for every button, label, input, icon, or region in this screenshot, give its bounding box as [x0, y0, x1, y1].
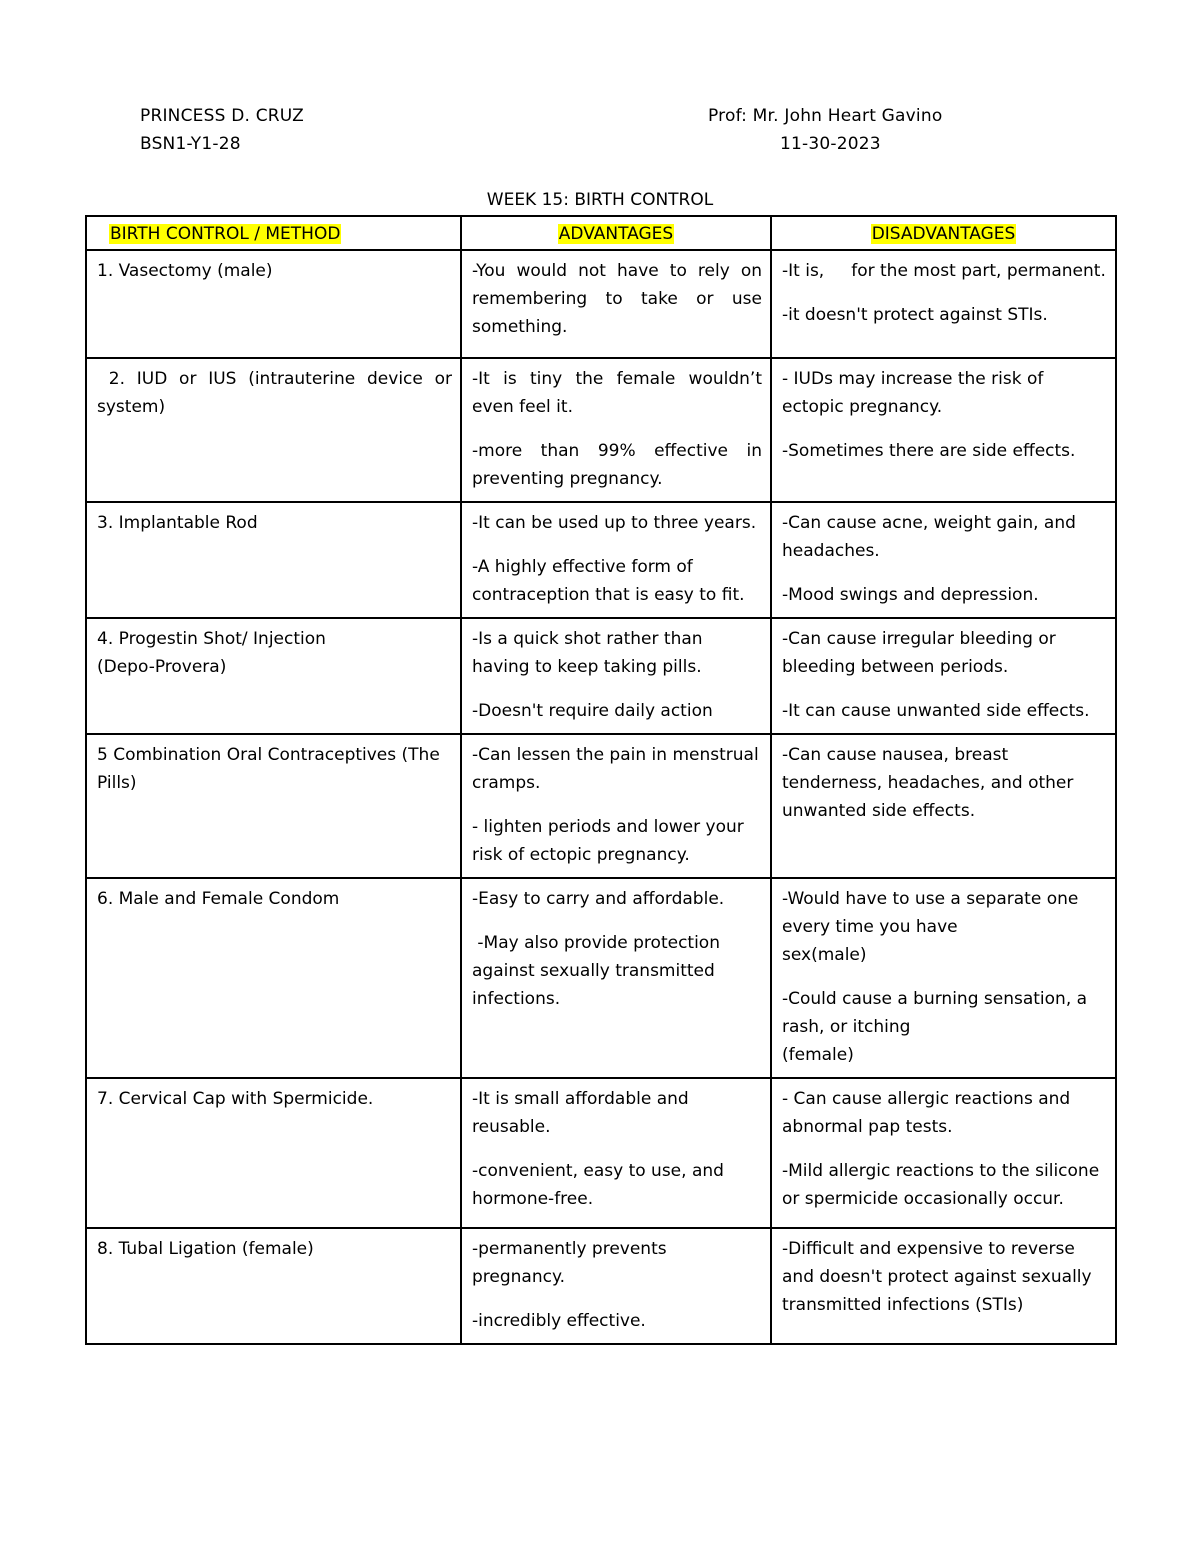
advantage-item: -A highly effective form of contraception that is easy to fit. [472, 557, 745, 605]
table-row [86, 1228, 1116, 1344]
disadvantage-item: -Can cause acne, weight gain, and headaches. [782, 513, 1082, 561]
table-row [86, 250, 1116, 358]
column-header-label: DISADVANTAGES [871, 224, 1016, 244]
method-cell [86, 618, 461, 734]
method-name: 6. Male and Female Condom [97, 889, 340, 909]
disadvantage-item: - Can cause allergic reactions and abnormal pap tests. [782, 1089, 1076, 1137]
advantage-item: -May also provide protection against sexually transmitted infections. [472, 933, 726, 1009]
method-name: 7. Cervical Cap with Spermicide. [97, 1089, 374, 1109]
submission-date: 11-30-2023 [780, 134, 881, 154]
table-header-row [86, 216, 1116, 250]
advantage-item: -You would not have to rely on remembering to take or use something. [472, 261, 768, 337]
advantage-item: -permanently prevents pregnancy. [472, 1239, 673, 1287]
method-name: 1. Vasectomy (male) [97, 261, 273, 281]
table-row [86, 618, 1116, 734]
column-header-advantages [461, 216, 771, 250]
disadvantages-cell [771, 1228, 1116, 1344]
advantage-item: -It can be used up to three years. [472, 513, 757, 533]
advantages-cell [461, 358, 771, 502]
advantages-cell [461, 734, 771, 878]
advantage-item: -convenient, easy to use, and hormone-free. [472, 1161, 730, 1209]
student-section: BSN1-Y1-28 [140, 134, 241, 154]
advantage-item: -Is a quick shot rather than having to keep taking pills. [472, 629, 708, 677]
method-cell [86, 358, 461, 502]
advantage-item: - lighten periods and lower your risk of ectopic pregnancy. [472, 817, 750, 865]
table-row [86, 502, 1116, 618]
birth-control-table [85, 215, 1117, 1345]
disadvantage-item: -it doesn't protect against STIs. [782, 305, 1048, 325]
disadvantage-item: -Mood swings and depression. [782, 585, 1039, 605]
disadvantage-item: -It can cause unwanted side effects. [782, 701, 1090, 721]
method-cell [86, 502, 461, 618]
disadvantages-cell [771, 1078, 1116, 1228]
professor-name: Prof: Mr. John Heart Gavino [708, 106, 943, 126]
column-header-label: ADVANTAGES [558, 224, 674, 244]
advantages-cell [461, 502, 771, 618]
column-header-disadvantages [771, 216, 1116, 250]
method-cell [86, 1078, 461, 1228]
disadvantage-item: -Could cause a burning sensation, a rash, or itching (female) [782, 989, 1088, 1065]
disadvantage-item: -Would have to use a separate one every time you have sex(male) [782, 889, 1079, 965]
method-name: 4. Progestin Shot/ Injection (Depo-Provera) [97, 629, 326, 677]
method-name: 2. IUD or IUS (intrauterine device or system) [97, 369, 458, 417]
table-row [86, 1078, 1116, 1228]
advantages-cell [461, 618, 771, 734]
disadvantages-cell [771, 734, 1116, 878]
method-name: 8. Tubal Ligation (female) [97, 1239, 314, 1259]
method-name: 5 Combination Oral Contraceptives (The Pills) [97, 745, 446, 793]
column-header-method [86, 216, 461, 250]
student-name: PRINCESS D. CRUZ [140, 106, 304, 126]
table-row [86, 878, 1116, 1078]
advantage-item: -Doesn't require daily action [472, 701, 713, 721]
disadvantage-item: -Sometimes there are side effects. [782, 441, 1076, 461]
advantage-item: -It is small affordable and reusable. [472, 1089, 695, 1137]
disadvantage-item: -Can cause irregular bleeding or bleeding between periods. [782, 629, 1062, 677]
method-cell [86, 878, 461, 1078]
advantage-item: -It is tiny the female wouldn’t even feel it. [472, 369, 768, 417]
advantages-cell [461, 1078, 771, 1228]
advantage-item: -Can lessen the pain in menstrual cramps. [472, 745, 765, 793]
disadvantages-cell [771, 358, 1116, 502]
method-cell [86, 1228, 461, 1344]
column-header-label: BIRTH CONTROL / METHOD [110, 224, 341, 244]
table-row [86, 734, 1116, 878]
method-name: 3. Implantable Rod [97, 513, 258, 533]
advantages-cell [461, 878, 771, 1078]
disadvantages-cell [771, 250, 1116, 358]
disadvantages-cell [771, 878, 1116, 1078]
disadvantage-item: -Can cause nausea, breast tenderness, headaches, and other unwanted side effects. [782, 745, 1079, 821]
advantage-item: -incredibly effective. [472, 1311, 646, 1331]
advantages-cell [461, 250, 771, 358]
disadvantage-item: -It is, for the most part, permanent. [782, 261, 1106, 281]
method-cell [86, 734, 461, 878]
disadvantage-item: -Mild allergic reactions to the silicone or spermicide occasionally occur. [782, 1161, 1105, 1209]
disadvantage-item: -Difficult and expensive to reverse and doesn't protect against sexually transmitted infections (STIs) [782, 1239, 1097, 1315]
advantage-item: -more than 99% effective in preventing pregnancy. [472, 441, 768, 489]
advantage-item: -Easy to carry and affordable. [472, 889, 725, 909]
disadvantage-item: - IUDs may increase the risk of ectopic pregnancy. [782, 369, 1049, 417]
disadvantages-cell [771, 502, 1116, 618]
advantages-cell [461, 1228, 771, 1344]
disadvantages-cell [771, 618, 1116, 734]
method-cell [86, 250, 461, 358]
document-title: WEEK 15: BIRTH CONTROL [486, 190, 714, 210]
table-row [86, 358, 1116, 502]
